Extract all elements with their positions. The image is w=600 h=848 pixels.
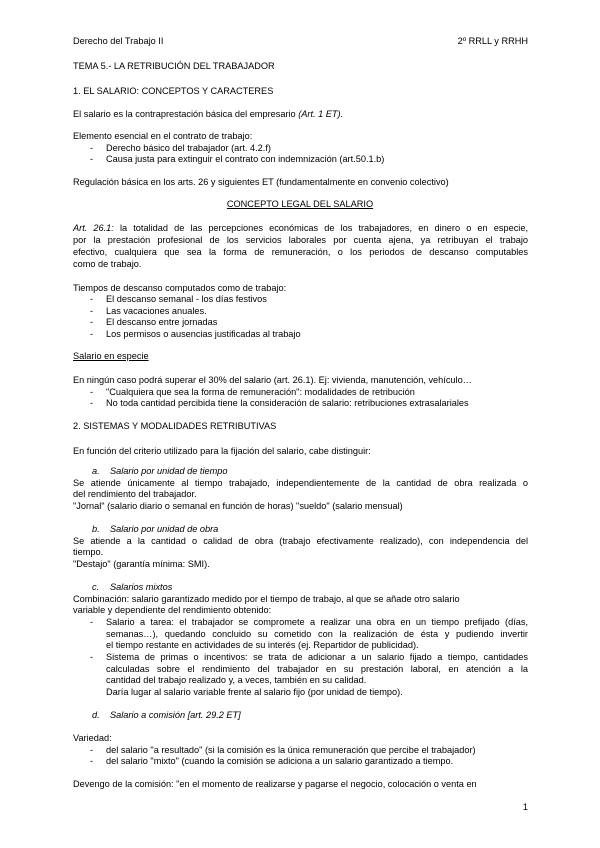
list-item: del salario "mixto" (cuando la comisión se adiciona a un salario garantizado a tiempo. [106,756,454,766]
salario-ref: (Art. 1 ET). [298,109,344,119]
b-line: tiempo. [73,547,104,557]
list-item: "Cualquiera que sea la forma de remuneración": modalidades de retribución [106,387,415,397]
list-dash: - [90,398,94,408]
concepto-title [0,199,600,210]
section-1-heading: 1. EL SALARIO: CONCEPTOS Y CARACTERES [73,86,274,96]
c-item1-line: semanas…), quedando concluido su cometido con la realización de ésta y pudiendo invertir [106,629,528,639]
concepto-title-text: CONCEPTO LEGAL DEL SALARIO [226,199,374,209]
list-item: El descanso semanal - los días festivos [106,294,267,304]
list-dash: - [90,317,94,327]
art26-line: Art. 26.1: la totalidad de las percepciones económicas de los trabajadores, en dinero o en especie, [73,223,528,233]
sec2-intro: En función del criterio utilizado para la fijación del salario, cabe distinguir: [73,446,371,456]
section-2-heading: 2. SISTEMAS Y MODALIDADES RETRIBUTIVAS [73,421,277,431]
subsection-b-heading: b. Salario por unidad de obra [92,524,219,534]
devengo-text: Devengo de la comisión: "en el momento de realizarse y pagarse el negocio, colocación o venta en [73,779,477,789]
header-left: Derecho del Trabajo II [73,36,164,46]
subsection-a-heading: a. Salario por unidad de tiempo [92,466,228,476]
a-jornal: "Jornal" (salario diario o semanal en función de horas) "sueldo" (salario mensual) [73,501,403,511]
list-dash: - [90,756,94,766]
b-destajo: "Destajo" (garantía mínima: SMI). [73,559,210,569]
a-line: del rendimiento del trabajador. [73,489,197,499]
list-item: Las vacaciones anuales. [106,306,207,316]
page-number: 1 [522,802,528,812]
tema-title: TEMA 5.- LA RETRIBUCIÓN DEL TRABAJADOR [73,61,275,71]
list-dash: - [90,143,94,153]
elemento-intro: Elemento esencial en el contrato de trabajo: [73,131,253,141]
regulacion-text: Regulación básica en los arts. 26 y siguientes ET (fundamentalmente en convenio colectivo) [73,177,449,187]
tiempos-intro: Tiempos de descanso computados como de trabajo: [73,283,287,293]
art26-line: efectivo, cualquiera que sea la forma de remuneración, o los periodos de descanso computables [73,247,528,257]
header-right: 2º RRLL y RRHH [457,36,528,46]
subsection-d-heading: d. Salario a comisión [art. 29.2 ET] [92,710,241,720]
list-item: Los permisos o ausencias justificadas al trabajo [106,329,301,339]
especie-title [73,351,149,362]
list-item: El descanso entre jornadas [106,317,218,327]
salario-definition [73,109,343,120]
list-dash: - [90,617,94,627]
variedad-label: Variedad: [73,733,112,743]
list-dash: - [90,306,94,316]
list-dash: - [90,387,94,397]
art26-ref: Art. 26.1: [73,223,114,233]
list-dash: - [90,154,94,164]
c-item2-line: calculadas sobre el rendimiento del trabajador en su prestación laboral, en atención a la [106,664,528,674]
a-line: Se atiende únicamente al tiempo trabajado, independientemente de la cantidad de obra realizada o [73,478,528,488]
c-line: Combinación: salario garantizado medido por el tiempo de trabajo, al que se añade otro salario [73,594,460,604]
especie-text: En ningún caso podrá superar el 30% del salario (art. 26.1). Ej: vivienda, manutención, vehículo… [73,375,472,385]
list-dash: - [90,329,94,339]
c-item1-line: el tiempo restante en actividades de su interés (ej. Repartidor de publicidad). [106,640,419,650]
b-line: Se atiende a la cantidad o calidad de obra (trabajo efectivamente realizado), con independencia del [73,536,528,546]
list-dash: - [90,294,94,304]
c-item2-line: cantidad del trabajo realizado y, a veces, también en su calidad. [106,675,367,685]
list-item: No toda cantidad percibida tiene la consideración de salario: retribuciones extrasalariales [106,398,469,408]
c-item2-line: Sistema de primas o incentivos: se trata de adicionar a un salario fijado a tiempo, cantidades [106,652,528,662]
list-item: Derecho básico del trabajador (art. 4.2.f) [106,143,271,153]
art26-line: por la prestación profesional de los servicios laborales por cuenta ajena, ya retribuyan el trabajo [73,235,528,245]
c-item1-line: Salario a tarea: el trabajador se compromete a realizar una obra en un tiempo prefijado (días, [106,617,528,627]
list-item: del salario "a resultado" (si la comisión es la única remuneración que percibe el trabajador) [106,745,476,755]
list-item: Causa justa para extinguir el contrato con indemnización (art.50.1.b) [106,154,385,164]
c-item2-line: Daría lugar al salario variable frente al salario fijo (por unidad de tiempo). [106,687,403,697]
subsection-c-heading: c. Salarios mixtos [92,582,173,592]
list-dash: - [90,652,94,662]
salario-text: El salario es la contraprestación básica del empresario [73,109,299,119]
list-dash: - [90,745,94,755]
especie-title-text: Salario en especie [73,351,149,361]
c-line: variable y dependiente del rendimiento obtenido: [73,605,272,615]
art26-line: como de trabajo. [73,259,142,269]
